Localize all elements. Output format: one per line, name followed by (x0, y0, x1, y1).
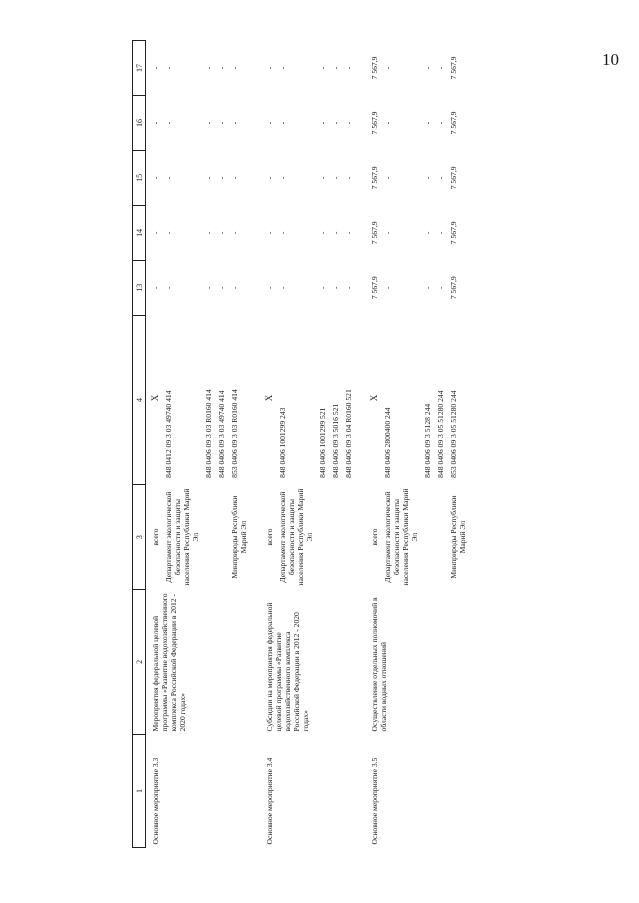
executor-cell: Минприроды Республики Марий Эл (449, 495, 467, 579)
amount-cell: - (151, 176, 160, 180)
table-row (260, 41, 276, 848)
amount-cell: - (436, 121, 445, 125)
amount-cell: - (423, 231, 432, 235)
amount-cell: - (383, 176, 392, 180)
amount-cell: - (278, 286, 287, 290)
amount-cell: - (318, 176, 327, 180)
amount-cell: - (278, 66, 287, 70)
amount-cell: - (265, 176, 274, 180)
amount-cell: - (331, 176, 340, 180)
amount-cell: 7 567,9 (449, 221, 458, 245)
amount-cell: - (217, 286, 226, 290)
header-cell: 3 (133, 485, 146, 590)
amount-cell: - (204, 176, 213, 180)
executor-cell (329, 485, 342, 590)
amount-cell: - (436, 66, 445, 70)
amount-cell: - (230, 66, 239, 70)
amount-cell: - (318, 66, 327, 70)
amount-cell: - (331, 66, 340, 70)
executor-cell: Департамент экологической безопасности и защиты населения Республики Марий Эл (164, 488, 200, 586)
amount-cell: - (164, 176, 173, 180)
rotated-page-content (132, 40, 627, 848)
amount-cell: - (217, 66, 226, 70)
amount-cell: - (204, 231, 213, 235)
amount-cell: - (423, 66, 432, 70)
amount-cell: 7 567,9 (370, 56, 379, 80)
header-cell: 2 (133, 589, 146, 734)
amount-cell: - (383, 121, 392, 125)
amount-cell: - (318, 121, 327, 125)
amount-cell: - (204, 286, 213, 290)
executor-cell (342, 485, 365, 590)
amount-cell: - (164, 121, 173, 125)
measure-number: Основное мероприятие 3.3 (151, 757, 160, 845)
amount-cell: - (217, 121, 226, 125)
executor-cell: всего (370, 528, 379, 546)
amount-cell: - (423, 176, 432, 180)
amount-cell: - (278, 121, 287, 125)
amount-cell: - (423, 286, 432, 290)
budget-code-cell: 848 0406 1001299 521 (318, 407, 327, 478)
amount-cell: - (423, 121, 432, 125)
amount-cell: - (318, 231, 327, 235)
measure-number: Основное мероприятие 3.5 (370, 757, 379, 845)
amount-cell: 7 567,9 (370, 166, 379, 190)
amount-cell: - (265, 121, 274, 125)
amount-cell: - (436, 286, 445, 290)
amount-cell: - (217, 231, 226, 235)
amount-cell: - (230, 121, 239, 125)
amount-cell: - (265, 286, 274, 290)
executor-cell (202, 485, 215, 590)
amount-cell: - (230, 231, 239, 235)
budget-code-cell: 848 0406 09 3 03 49740 414 (217, 390, 226, 478)
amount-cell: - (151, 121, 160, 125)
amount-cell: - (331, 121, 340, 125)
measure-number: Основное мероприятие 3.4 (265, 757, 274, 845)
budget-code-cell: X (369, 394, 379, 402)
budget-code-cell: 853 0406 09 3 05 51280 244 (449, 390, 458, 478)
budget-code-cell: 848 0406 09 3 5016 521 (331, 403, 340, 478)
amount-cell: - (230, 176, 239, 180)
amount-cell: - (383, 66, 392, 70)
table-row (146, 41, 163, 848)
amount-cell: - (230, 286, 239, 290)
amount-cell: - (383, 231, 392, 235)
header-cell: 13 (133, 260, 146, 315)
amount-cell: - (265, 231, 274, 235)
budget-code-cell: 853 0406 09 3 03 R0160 414 (230, 389, 239, 478)
measure-name: Мероприятия федеральной целевой программы «Развитие водохозяйственного комплекса Российской Федерации в 2012 - 2020 годах» (151, 593, 187, 732)
header-cell: 17 (133, 41, 146, 96)
amount-cell: - (204, 121, 213, 125)
amount-cell: - (164, 231, 173, 235)
executor-cell (215, 485, 228, 590)
executor-cell: Минприроды Республики Марий Эл (230, 495, 248, 579)
amount-cell: - (344, 286, 353, 290)
budget-code-cell: 848 0406 09 3 03 R0160 414 (204, 389, 213, 478)
amount-cell: 7 567,9 (449, 166, 458, 190)
amount-cell: - (331, 286, 340, 290)
amount-cell: - (151, 231, 160, 235)
executor-cell: всего (265, 528, 274, 546)
amount-cell: 7 567,9 (370, 276, 379, 300)
header-cell: 4 (133, 315, 146, 485)
amount-cell: - (164, 66, 173, 70)
measure-name: Субсидии на мероприятия федеральной целевой программы «Развитие водохозяйственного комплекса Российской Федерации в 2012 - 2020 годах» (265, 602, 310, 732)
amount-cell: - (436, 176, 445, 180)
budget-code-cell: 848 0412 09 3 03 49740 414 (164, 390, 173, 478)
executor-cell: Департамент экологической безопасности и защиты населения Республики Марий Эл (278, 488, 314, 586)
header-cell: 15 (133, 150, 146, 205)
header-cell: 1 (133, 734, 146, 847)
budget-code-cell: 848 0406 09 3 05 51280 244 (436, 390, 445, 478)
budget-code-cell: 848 0406 09 3 04 R0160 521 (344, 389, 353, 478)
table-row (365, 41, 381, 848)
budget-code-cell: 848 0406 09 3 5128 244 (423, 403, 432, 478)
amount-cell: - (217, 176, 226, 180)
amount-cell: - (344, 176, 353, 180)
amount-cell: - (344, 231, 353, 235)
amount-cell: 7 567,9 (449, 276, 458, 300)
executor-cell (316, 485, 329, 590)
amount-cell: - (383, 286, 392, 290)
measure-name: Осуществление отдельных полномочий в области водных отношений (370, 597, 388, 732)
budget-code-cell: X (264, 394, 274, 402)
executor-cell (434, 485, 447, 590)
amount-cell: - (344, 121, 353, 125)
amount-cell: 7 567,9 (449, 56, 458, 80)
executor-cell (421, 485, 434, 590)
table-body (146, 41, 480, 848)
header-cell: 16 (133, 95, 146, 150)
amount-cell: - (265, 66, 274, 70)
amount-cell: - (436, 231, 445, 235)
amount-cell: - (344, 66, 353, 70)
header-cell: 14 (133, 205, 146, 260)
amount-cell: - (318, 286, 327, 290)
page-number: 10 (602, 50, 619, 69)
amount-cell: - (151, 286, 160, 290)
budget-code-cell: 848 0406 2800400 244 (383, 407, 392, 478)
amount-cell: 7 567,9 (370, 221, 379, 245)
amount-cell: - (331, 231, 340, 235)
budget-code-cell: X (150, 394, 160, 402)
amount-cell: - (278, 176, 287, 180)
executor-cell: всего (151, 528, 160, 546)
amount-cell: - (151, 66, 160, 70)
amount-cell: 7 567,9 (370, 111, 379, 135)
column-number-header (133, 41, 146, 848)
amount-cell: - (204, 66, 213, 70)
amount-cell: 7 567,9 (449, 111, 458, 135)
budget-code-cell: 848 0406 1001299 243 (278, 407, 287, 478)
executor-cell: Департамент экологической безопасности и защиты населения Республики Марий Эл (383, 488, 419, 586)
amount-cell: - (278, 231, 287, 235)
amount-cell: - (164, 286, 173, 290)
budget-table (132, 40, 479, 848)
